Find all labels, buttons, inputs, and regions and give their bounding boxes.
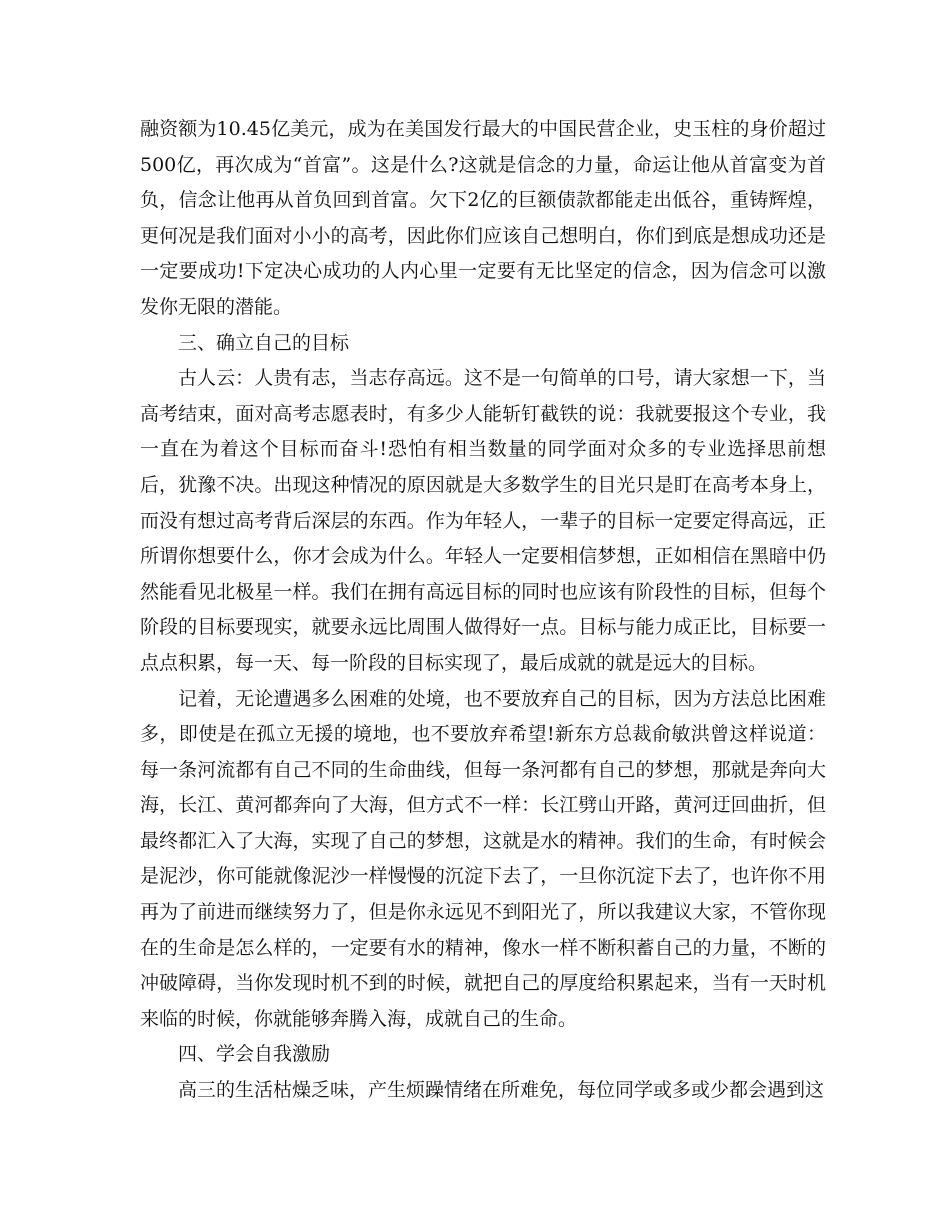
section-heading-3: 三、确立自己的目标 [178,331,350,354]
document-page [140,112,826,1109]
paragraph-goal-1: 古人云：人贵有志，当志存高远。这不是一句简单的口号，请大家想一下，当高考结束，面对高考志愿表时，有多少人能斩钉截铁的说：我就要报这个专业，我一直在为着这个目标而奋斗!恐怕有相当数量的同学面对众多的专业选择思前想后，犹豫不决。出现这种情况的原因就是大多数学生的目光只是盯在高考本身上，而没有想过高考背后深层的东西。作为年轻人，一辈子的目标一定要定得高远，正所谓你想要什么，你才会成为什么。年轻人一定要相信梦想，正如相信在黑暗中仍然能看见北极星一样。我们在拥有高远目标的同时也应该有阶段性的目标，但每个阶段的目标要现实，就要永远比周围人做得好一点。目标与能力成正比，目标要一点点积累，每一天、每一阶段的目标实现了，最后成就的就是远大的目标。 [140,367,826,674]
paragraph-motivation: 高三的生活枯燥乏味，产生烦躁情绪在所难免，每位同学或多或少都会遇到这 [178,1079,825,1102]
paragraph-continued: 融资额为10.45亿美元，成为在美国发行最大的中国民营企业，史玉柱的身价超过500亿，再次成为“首富”。这是什么?这就是信念的力量，命运让他从首富变为首负，信念让他再从首负回到首富。欠下2亿的巨额债款都能走出低谷，重铸辉煌，更何况是我们面对小小的高考，因此你们应该自己想明白，你们到底是想成功还是一定要成功!下定决心成功的人内心里一定要有无比坚定的信念，因为信念可以激发你无限的潜能。 [140,118,826,318]
section-heading-4: 四、学会自我激励 [178,1043,331,1066]
paragraph-goal-2: 记着，无论遭遇多么困难的处境，也不要放弃自己的目标，因为方法总比困难多，即使是在孤立无援的境地，也不要放弃希望!新东方总裁俞敏洪曾这样说道：每一条河流都有自己不同的生命曲线，但每一条河都有自己的梦想，那就是奔向大海，长江、黄河都奔向了大海，但方式不一样：长江劈山开路，黄河迂回曲折，但最终都汇入了大海，实现了自己的梦想，这就是水的精神。我们的生命，有时候会是泥沙，你可能就像泥沙一样慢慢的沉淀下去了，一旦你沉淀下去了，也许你不用再为了前进而继续努力了，但是你永远见不到阳光了，所以我建议大家，不管你现在的生命是怎么样的，一定要有水的精神，像水一样不断积蓄自己的力量，不断的冲破障碍，当你发现时机不到的时候，就把自己的厚度给积累起来，当有一天时机来临的时候，你就能够奔腾入海，成就自己的生命。 [140,687,826,1030]
